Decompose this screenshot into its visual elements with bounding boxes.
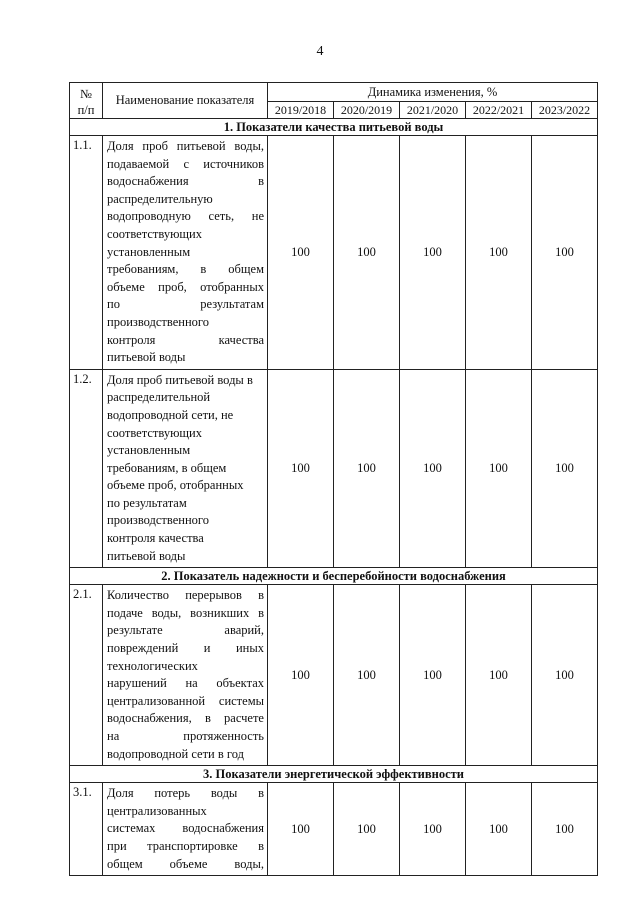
indicator-name-line: технологических (107, 658, 198, 673)
indicator-name-line: контроля качества (107, 531, 204, 546)
indicator-name-line: по результатам (107, 495, 187, 510)
year-header: 2020/2019 (334, 102, 400, 119)
value-cell: 100 (334, 783, 400, 876)
indicator-name-line: водоснабжения, в расчете (107, 711, 264, 726)
indicator-name-line: водоснабжения в (107, 174, 264, 189)
header-row (70, 83, 598, 102)
value-cell: 100 (466, 585, 532, 766)
section-row (70, 119, 598, 136)
indicator-name (103, 136, 268, 370)
value-cell: 100 (466, 136, 532, 370)
header-number-sub: п/п (77, 102, 95, 117)
indicator-name-line: результате аварий, (107, 623, 264, 638)
indicator-name-line: водопроводной сети, не (107, 407, 234, 422)
table-row (70, 783, 598, 876)
indicator-name-line: соответствующих (107, 226, 202, 241)
value-cell: 100 (268, 369, 334, 568)
indicator-name-line: централизованной системы (107, 693, 264, 708)
table-row (70, 136, 598, 370)
indicator-name (103, 369, 268, 568)
indicator-name-line: системах водоснабжения (107, 821, 264, 836)
indicator-name-line: водопроводную сеть, не (107, 209, 264, 224)
indicator-name-line: объеме проб, отобранных (107, 279, 264, 294)
row-number: 1.2. (70, 369, 103, 568)
table-row (70, 369, 598, 568)
page-number: 4 (316, 44, 324, 59)
section-title: 2. Показатель надежности и бесперебойности водоснабжения (70, 568, 598, 585)
value-cell: 100 (466, 783, 532, 876)
section-title: 3. Показатели энергетической эффективности (70, 766, 598, 783)
row-number: 1.1. (70, 136, 103, 370)
indicator-name-line: производственного (107, 513, 209, 528)
year-header: 2023/2022 (532, 102, 598, 119)
header-name-cell: Наименование показателя (103, 83, 268, 119)
value-cell: 100 (532, 783, 598, 876)
indicator-name-line: производственного (107, 314, 209, 329)
section-row (70, 766, 598, 783)
value-cell: 100 (268, 783, 334, 876)
indicator-name-line: Доля проб питьевой воды, (107, 139, 264, 153)
value-cell: 100 (532, 369, 598, 568)
header-number-cell (70, 83, 103, 119)
value-cell: 100 (268, 136, 334, 370)
value-cell: 100 (400, 136, 466, 370)
value-cell: 100 (532, 136, 598, 370)
section-title: 1. Показатели качества питьевой воды (70, 119, 598, 136)
value-cell: 100 (400, 369, 466, 568)
indicator-name-line: подаче воды, возникших в (107, 605, 264, 620)
year-header: 2022/2021 (466, 102, 532, 119)
value-cell: 100 (268, 585, 334, 766)
value-cell: 100 (532, 585, 598, 766)
indicator-name-line: при транспортировке в (107, 838, 264, 853)
header-dynamics-cell: Динамика изменения, % (268, 83, 598, 102)
indicator-name-line: контроля качества (107, 332, 264, 347)
indicator-name-line: общем объеме воды, (107, 856, 264, 871)
indicator-name-line: по результатам (107, 297, 264, 312)
indicator-name-line: повреждений и иных (107, 641, 264, 656)
indicator-name-line: на протяженность (107, 729, 264, 743)
row-number: 2.1. (70, 585, 103, 766)
table-row (70, 585, 598, 766)
indicator-name-line: централизованных (107, 803, 207, 818)
year-header: 2021/2020 (400, 102, 466, 119)
indicator-name-line: подаваемой с источников (107, 156, 264, 171)
value-cell: 100 (334, 136, 400, 370)
value-cell: 100 (466, 369, 532, 568)
indicator-name-line: установленным (107, 443, 191, 458)
value-cell: 100 (400, 585, 466, 766)
value-cell: 100 (400, 783, 466, 876)
indicator-name-line: установленным (107, 244, 191, 259)
indicator-name-line: требованиям, в общем (107, 262, 264, 277)
indicator-name-line: нарушений на объектах (107, 676, 264, 691)
section-row (70, 568, 598, 585)
indicator-name-line: объеме проб, отобранных (107, 478, 244, 493)
value-cell: 100 (334, 369, 400, 568)
indicator-name-line: распределительную (107, 191, 213, 206)
indicator-name-line: распределительной (107, 390, 211, 405)
indicator-name-line: водопроводной сети в год (107, 746, 244, 761)
year-header: 2019/2018 (268, 102, 334, 119)
value-cell: 100 (334, 585, 400, 766)
indicators-table (69, 82, 598, 876)
row-number: 3.1. (70, 783, 103, 876)
indicator-name-line: Количество перерывов в (107, 588, 264, 603)
indicator-name (103, 783, 268, 876)
indicator-name (103, 585, 268, 766)
indicator-name-line: Доля проб питьевой воды в (107, 372, 253, 387)
indicator-name-line: требованиям, в общем (107, 460, 227, 475)
indicator-name-line: питьевой воды (107, 548, 186, 563)
header-number-label: № (80, 86, 92, 101)
indicator-name-line: соответствующих (107, 425, 202, 440)
indicator-name-line: Доля потерь воды в (107, 786, 264, 801)
indicator-name-line: питьевой воды (107, 350, 186, 365)
